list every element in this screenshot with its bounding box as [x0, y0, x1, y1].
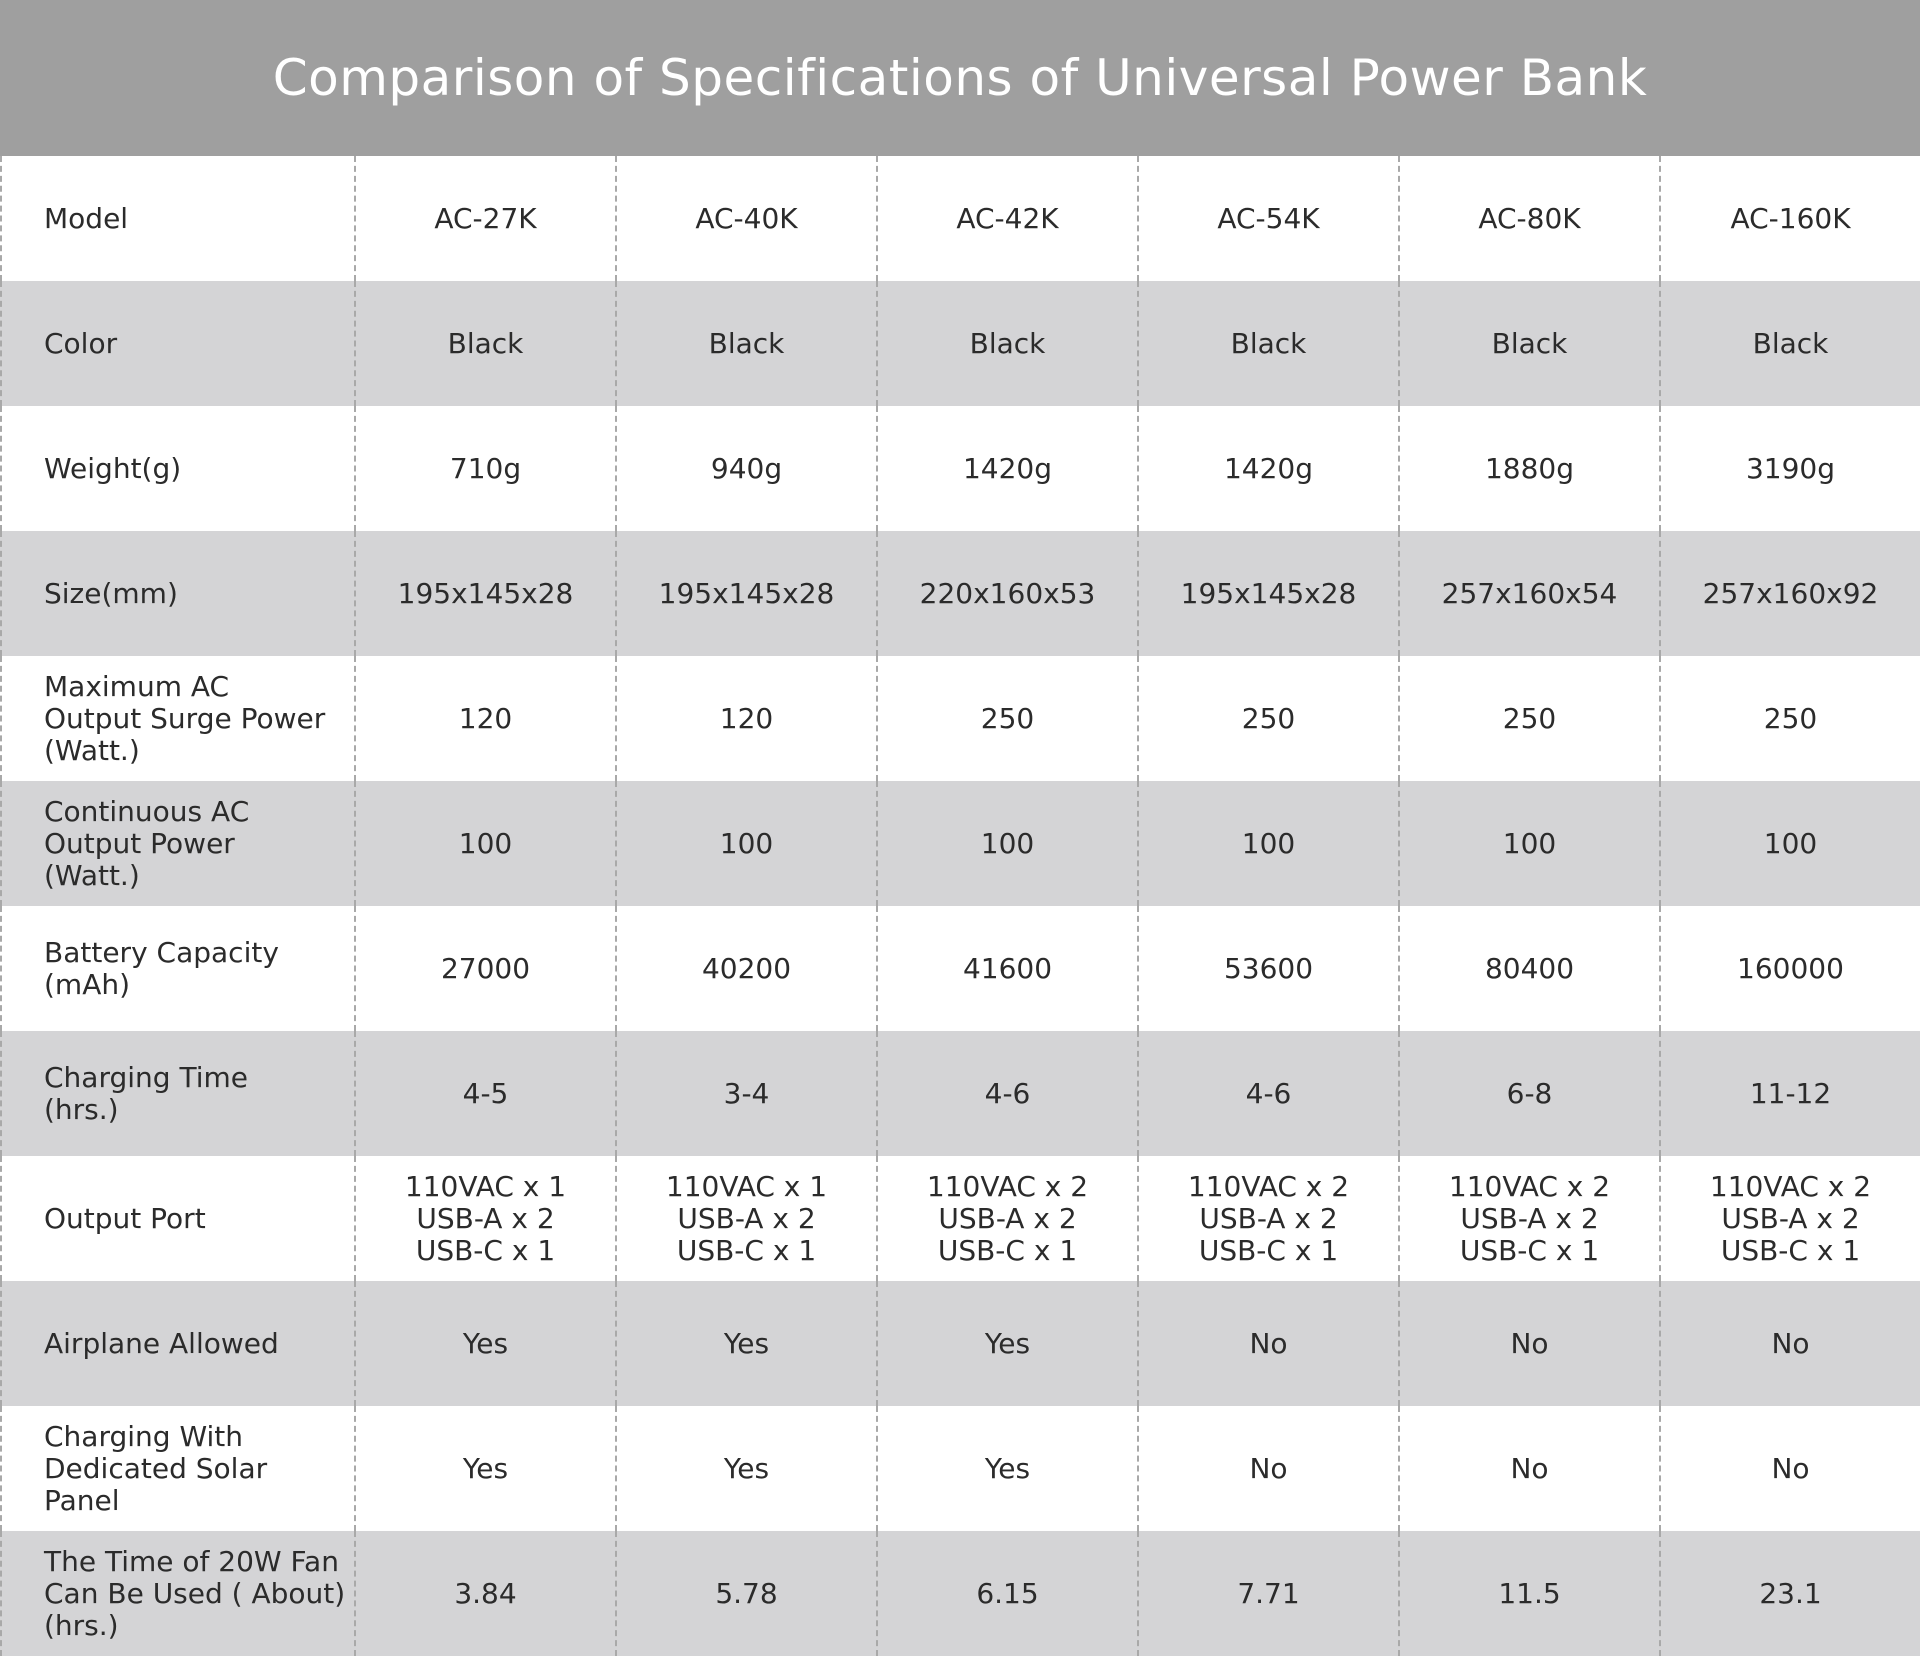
table-cell: 710g — [354, 406, 615, 531]
row-label: Size(mm) — [0, 531, 354, 656]
table-cell: 195x145x28 — [1137, 531, 1398, 656]
table-cell: 11-12 — [1659, 1031, 1920, 1156]
table-cell: 100 — [876, 781, 1137, 906]
table-cell: 100 — [1659, 781, 1920, 906]
table-cell: 110VAC x 2 USB-A x 2 USB-C x 1 — [1137, 1156, 1398, 1281]
table-cell: 3.84 — [354, 1531, 615, 1656]
table-cell: Black — [1398, 281, 1659, 406]
table-cell: No — [1398, 1281, 1659, 1406]
row-label: Output Port — [0, 1156, 354, 1281]
table-cell: 1880g — [1398, 406, 1659, 531]
table-cell: 3190g — [1659, 406, 1920, 531]
table-cell: 27000 — [354, 906, 615, 1031]
table-cell: 120 — [354, 656, 615, 781]
table-cell: 250 — [1137, 656, 1398, 781]
table-cell: 257x160x54 — [1398, 531, 1659, 656]
table-cell: AC-40K — [615, 156, 876, 281]
table-cell: No — [1398, 1406, 1659, 1531]
table-cell: 250 — [876, 656, 1137, 781]
table-cell: 195x145x28 — [354, 531, 615, 656]
table-cell: 160000 — [1659, 906, 1920, 1031]
spec-table — [0, 156, 1920, 1658]
table-cell: 11.5 — [1398, 1531, 1659, 1656]
table-cell: Yes — [354, 1406, 615, 1531]
row-label: The Time of 20W Fan Can Be Used ( About) (hrs.) — [0, 1531, 354, 1656]
row-label: Airplane Allowed — [0, 1281, 354, 1406]
table-cell: 250 — [1659, 656, 1920, 781]
table-cell: No — [1137, 1281, 1398, 1406]
table-cell: AC-27K — [354, 156, 615, 281]
table-cell: 195x145x28 — [615, 531, 876, 656]
table-cell: 100 — [1398, 781, 1659, 906]
row-label: Charging With Dedicated Solar Panel — [0, 1406, 354, 1531]
table-cell: Black — [615, 281, 876, 406]
row-label: Weight(g) — [0, 406, 354, 531]
table-cell: 3-4 — [615, 1031, 876, 1156]
table-cell: 23.1 — [1659, 1531, 1920, 1656]
row-label: Color — [0, 281, 354, 406]
table-cell: 40200 — [615, 906, 876, 1031]
row-label: Battery Capacity (mAh) — [0, 906, 354, 1031]
row-label: Model — [0, 156, 354, 281]
table-cell: Black — [876, 281, 1137, 406]
table-cell: 4-6 — [876, 1031, 1137, 1156]
table-cell: Yes — [876, 1281, 1137, 1406]
table-cell: Yes — [615, 1406, 876, 1531]
table-cell: 7.71 — [1137, 1531, 1398, 1656]
page-title: Comparison of Specifications of Universal Power Bank — [272, 49, 1648, 107]
table-cell: 100 — [354, 781, 615, 906]
table-cell: AC-160K — [1659, 156, 1920, 281]
row-label: Charging Time (hrs.) — [0, 1031, 354, 1156]
table-cell: 1420g — [876, 406, 1137, 531]
table-cell: 41600 — [876, 906, 1137, 1031]
table-cell: 940g — [615, 406, 876, 531]
table-cell: 53600 — [1137, 906, 1398, 1031]
table-cell: 257x160x92 — [1659, 531, 1920, 656]
table-cell: 250 — [1398, 656, 1659, 781]
table-cell: 110VAC x 2 USB-A x 2 USB-C x 1 — [876, 1156, 1137, 1281]
table-cell: Black — [1137, 281, 1398, 406]
table-cell: 4-5 — [354, 1031, 615, 1156]
table-cell: Black — [1659, 281, 1920, 406]
table-cell: 6.15 — [876, 1531, 1137, 1656]
row-label: Continuous AC Output Power (Watt.) — [0, 781, 354, 906]
header-banner — [0, 0, 1920, 156]
table-cell: 100 — [1137, 781, 1398, 906]
table-cell: Yes — [876, 1406, 1137, 1531]
table-cell: AC-80K — [1398, 156, 1659, 281]
table-cell: 110VAC x 1 USB-A x 2 USB-C x 1 — [615, 1156, 876, 1281]
table-cell: 1420g — [1137, 406, 1398, 531]
table-cell: Yes — [615, 1281, 876, 1406]
table-cell: AC-42K — [876, 156, 1137, 281]
row-label: Maximum AC Output Surge Power (Watt.) — [0, 656, 354, 781]
table-cell: Black — [354, 281, 615, 406]
table-cell: 80400 — [1398, 906, 1659, 1031]
table-cell: AC-54K — [1137, 156, 1398, 281]
table-cell: 100 — [615, 781, 876, 906]
table-cell: 110VAC x 1 USB-A x 2 USB-C x 1 — [354, 1156, 615, 1281]
table-cell: Yes — [354, 1281, 615, 1406]
table-cell: 6-8 — [1398, 1031, 1659, 1156]
table-cell: 110VAC x 2 USB-A x 2 USB-C x 1 — [1398, 1156, 1659, 1281]
table-cell: No — [1659, 1281, 1920, 1406]
table-cell: 220x160x53 — [876, 531, 1137, 656]
table-cell: No — [1137, 1406, 1398, 1531]
table-cell: 120 — [615, 656, 876, 781]
table-cell: 110VAC x 2 USB-A x 2 USB-C x 1 — [1659, 1156, 1920, 1281]
table-cell: No — [1659, 1406, 1920, 1531]
table-cell: 5.78 — [615, 1531, 876, 1656]
table-cell: 4-6 — [1137, 1031, 1398, 1156]
